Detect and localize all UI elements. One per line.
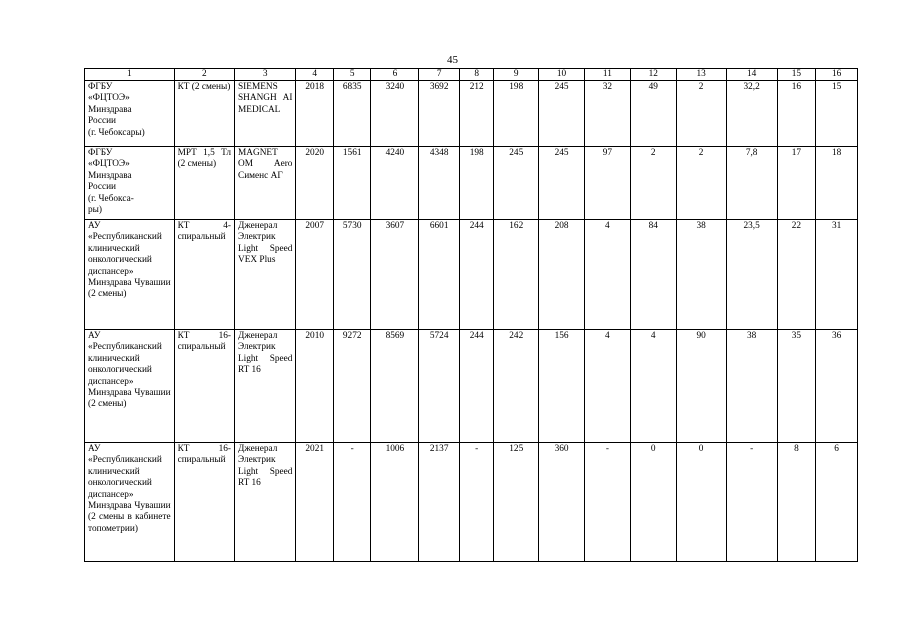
value-cell-col-6: 3607 <box>371 220 419 330</box>
header-row <box>85 69 858 81</box>
column-header-13: 13 <box>676 69 726 81</box>
column-header-9: 9 <box>494 69 539 81</box>
column-header-12: 12 <box>630 69 676 81</box>
value-cell-col-6: 3240 <box>371 81 419 147</box>
value-cell-col-16: 31 <box>816 220 858 330</box>
column-header-16: 16 <box>816 69 858 81</box>
value-cell-col-4: 2010 <box>296 330 334 443</box>
value-cell-col-8: 212 <box>459 81 493 147</box>
org-cell: ФГБУ «ФЦТОЭ» Минздрава России (г. Чебоксары) <box>85 81 175 147</box>
column-header-10: 10 <box>539 69 585 81</box>
value-cell-col-13: 2 <box>676 81 726 147</box>
value-cell-col-9: 198 <box>494 81 539 147</box>
value-cell-col-10: 360 <box>539 443 585 562</box>
value-cell-col-6: 1006 <box>371 443 419 562</box>
value-cell-col-9: 245 <box>494 147 539 220</box>
value-cell-col-12: 2 <box>630 147 676 220</box>
value-cell-col-7: 2137 <box>419 443 460 562</box>
table-header <box>85 69 858 81</box>
value-cell-col-5: - <box>333 443 371 562</box>
value-cell-col-8: 198 <box>459 147 493 220</box>
column-header-7: 7 <box>419 69 460 81</box>
value-cell-col-13: 38 <box>676 220 726 330</box>
value-cell-col-11: - <box>584 443 630 562</box>
value-cell-col-15: 22 <box>777 220 816 330</box>
column-header-6: 6 <box>371 69 419 81</box>
value-cell-col-11: 97 <box>584 147 630 220</box>
value-cell-col-14: 38 <box>726 330 777 443</box>
column-header-4: 4 <box>296 69 334 81</box>
column-header-15: 15 <box>777 69 816 81</box>
column-header-1: 1 <box>85 69 175 81</box>
value-cell-col-13: 2 <box>676 147 726 220</box>
column-header-11: 11 <box>584 69 630 81</box>
value-cell-col-14: 32,2 <box>726 81 777 147</box>
value-cell-col-11: 4 <box>584 330 630 443</box>
value-cell-col-14: - <box>726 443 777 562</box>
page-number: 45 <box>447 54 458 66</box>
column-header-2: 2 <box>174 69 234 81</box>
type-cell: КТ (2 смены) <box>174 81 234 147</box>
value-cell-col-5: 5730 <box>333 220 371 330</box>
type-cell: КТ 16-спиральный <box>174 330 234 443</box>
value-cell-col-5: 6835 <box>333 81 371 147</box>
value-cell-col-10: 245 <box>539 147 585 220</box>
value-cell-col-15: 17 <box>777 147 816 220</box>
value-cell-col-5: 9272 <box>333 330 371 443</box>
value-cell-col-9: 242 <box>494 330 539 443</box>
value-cell-col-10: 208 <box>539 220 585 330</box>
value-cell-col-16: 15 <box>816 81 858 147</box>
model-cell: Дженерал Электрик Light Speed RT 16 <box>235 443 296 562</box>
model-cell: Дженерал Электрик Light Speed VEX Plus <box>235 220 296 330</box>
value-cell-col-14: 23,5 <box>726 220 777 330</box>
org-cell: АУ «Республиканский клинический онкологический диспансер» Минздрава Чувашии (2 смены) <box>85 220 175 330</box>
value-cell-col-12: 84 <box>630 220 676 330</box>
value-cell-col-12: 0 <box>630 443 676 562</box>
model-cell: MAGNET OM Aero Сименс АГ <box>235 147 296 220</box>
value-cell-col-12: 4 <box>630 330 676 443</box>
value-cell-col-15: 16 <box>777 81 816 147</box>
value-cell-col-15: 35 <box>777 330 816 443</box>
table-row <box>85 220 858 330</box>
value-cell-col-6: 8569 <box>371 330 419 443</box>
value-cell-col-4: 2021 <box>296 443 334 562</box>
value-cell-col-11: 32 <box>584 81 630 147</box>
value-cell-col-5: 1561 <box>333 147 371 220</box>
value-cell-col-8: 244 <box>459 220 493 330</box>
value-cell-col-7: 3692 <box>419 81 460 147</box>
value-cell-col-4: 2007 <box>296 220 334 330</box>
org-cell: АУ «Республиканский клинический онкологический диспансер» Минздрава Чувашии (2 смены) <box>85 330 175 443</box>
value-cell-col-10: 245 <box>539 81 585 147</box>
value-cell-col-16: 6 <box>816 443 858 562</box>
equipment-table <box>84 68 858 562</box>
value-cell-col-7: 4348 <box>419 147 460 220</box>
value-cell-col-7: 5724 <box>419 330 460 443</box>
column-header-3: 3 <box>235 69 296 81</box>
model-cell: SIEMENS SHANGH AI MEDICAL <box>235 81 296 147</box>
table-row <box>85 81 858 147</box>
type-cell: МРТ 1,5 Тл (2 смены) <box>174 147 234 220</box>
value-cell-col-13: 90 <box>676 330 726 443</box>
value-cell-col-8: 244 <box>459 330 493 443</box>
value-cell-col-6: 4240 <box>371 147 419 220</box>
value-cell-col-14: 7,8 <box>726 147 777 220</box>
type-cell: КТ 4-спиральный <box>174 220 234 330</box>
type-cell: КТ 16-спиральный <box>174 443 234 562</box>
value-cell-col-4: 2018 <box>296 81 334 147</box>
value-cell-col-12: 49 <box>630 81 676 147</box>
table-row <box>85 330 858 443</box>
value-cell-col-10: 156 <box>539 330 585 443</box>
org-cell: АУ «Республиканский клинический онкологический диспансер» Минздрава Чувашии (2 смены в кабинете топометрии) <box>85 443 175 562</box>
value-cell-col-9: 162 <box>494 220 539 330</box>
column-header-8: 8 <box>459 69 493 81</box>
table-row <box>85 147 858 220</box>
value-cell-col-13: 0 <box>676 443 726 562</box>
table-row <box>85 443 858 562</box>
table-body <box>85 81 858 562</box>
value-cell-col-4: 2020 <box>296 147 334 220</box>
column-header-14: 14 <box>726 69 777 81</box>
value-cell-col-9: 125 <box>494 443 539 562</box>
value-cell-col-8: - <box>459 443 493 562</box>
value-cell-col-11: 4 <box>584 220 630 330</box>
model-cell: Дженерал Электрик Light Speed RT 16 <box>235 330 296 443</box>
value-cell-col-7: 6601 <box>419 220 460 330</box>
value-cell-col-15: 8 <box>777 443 816 562</box>
value-cell-col-16: 18 <box>816 147 858 220</box>
value-cell-col-16: 36 <box>816 330 858 443</box>
column-header-5: 5 <box>333 69 371 81</box>
org-cell: ФГБУ «ФЦТОЭ» Минздрава России (г. Чебокса- ры) <box>85 147 175 220</box>
